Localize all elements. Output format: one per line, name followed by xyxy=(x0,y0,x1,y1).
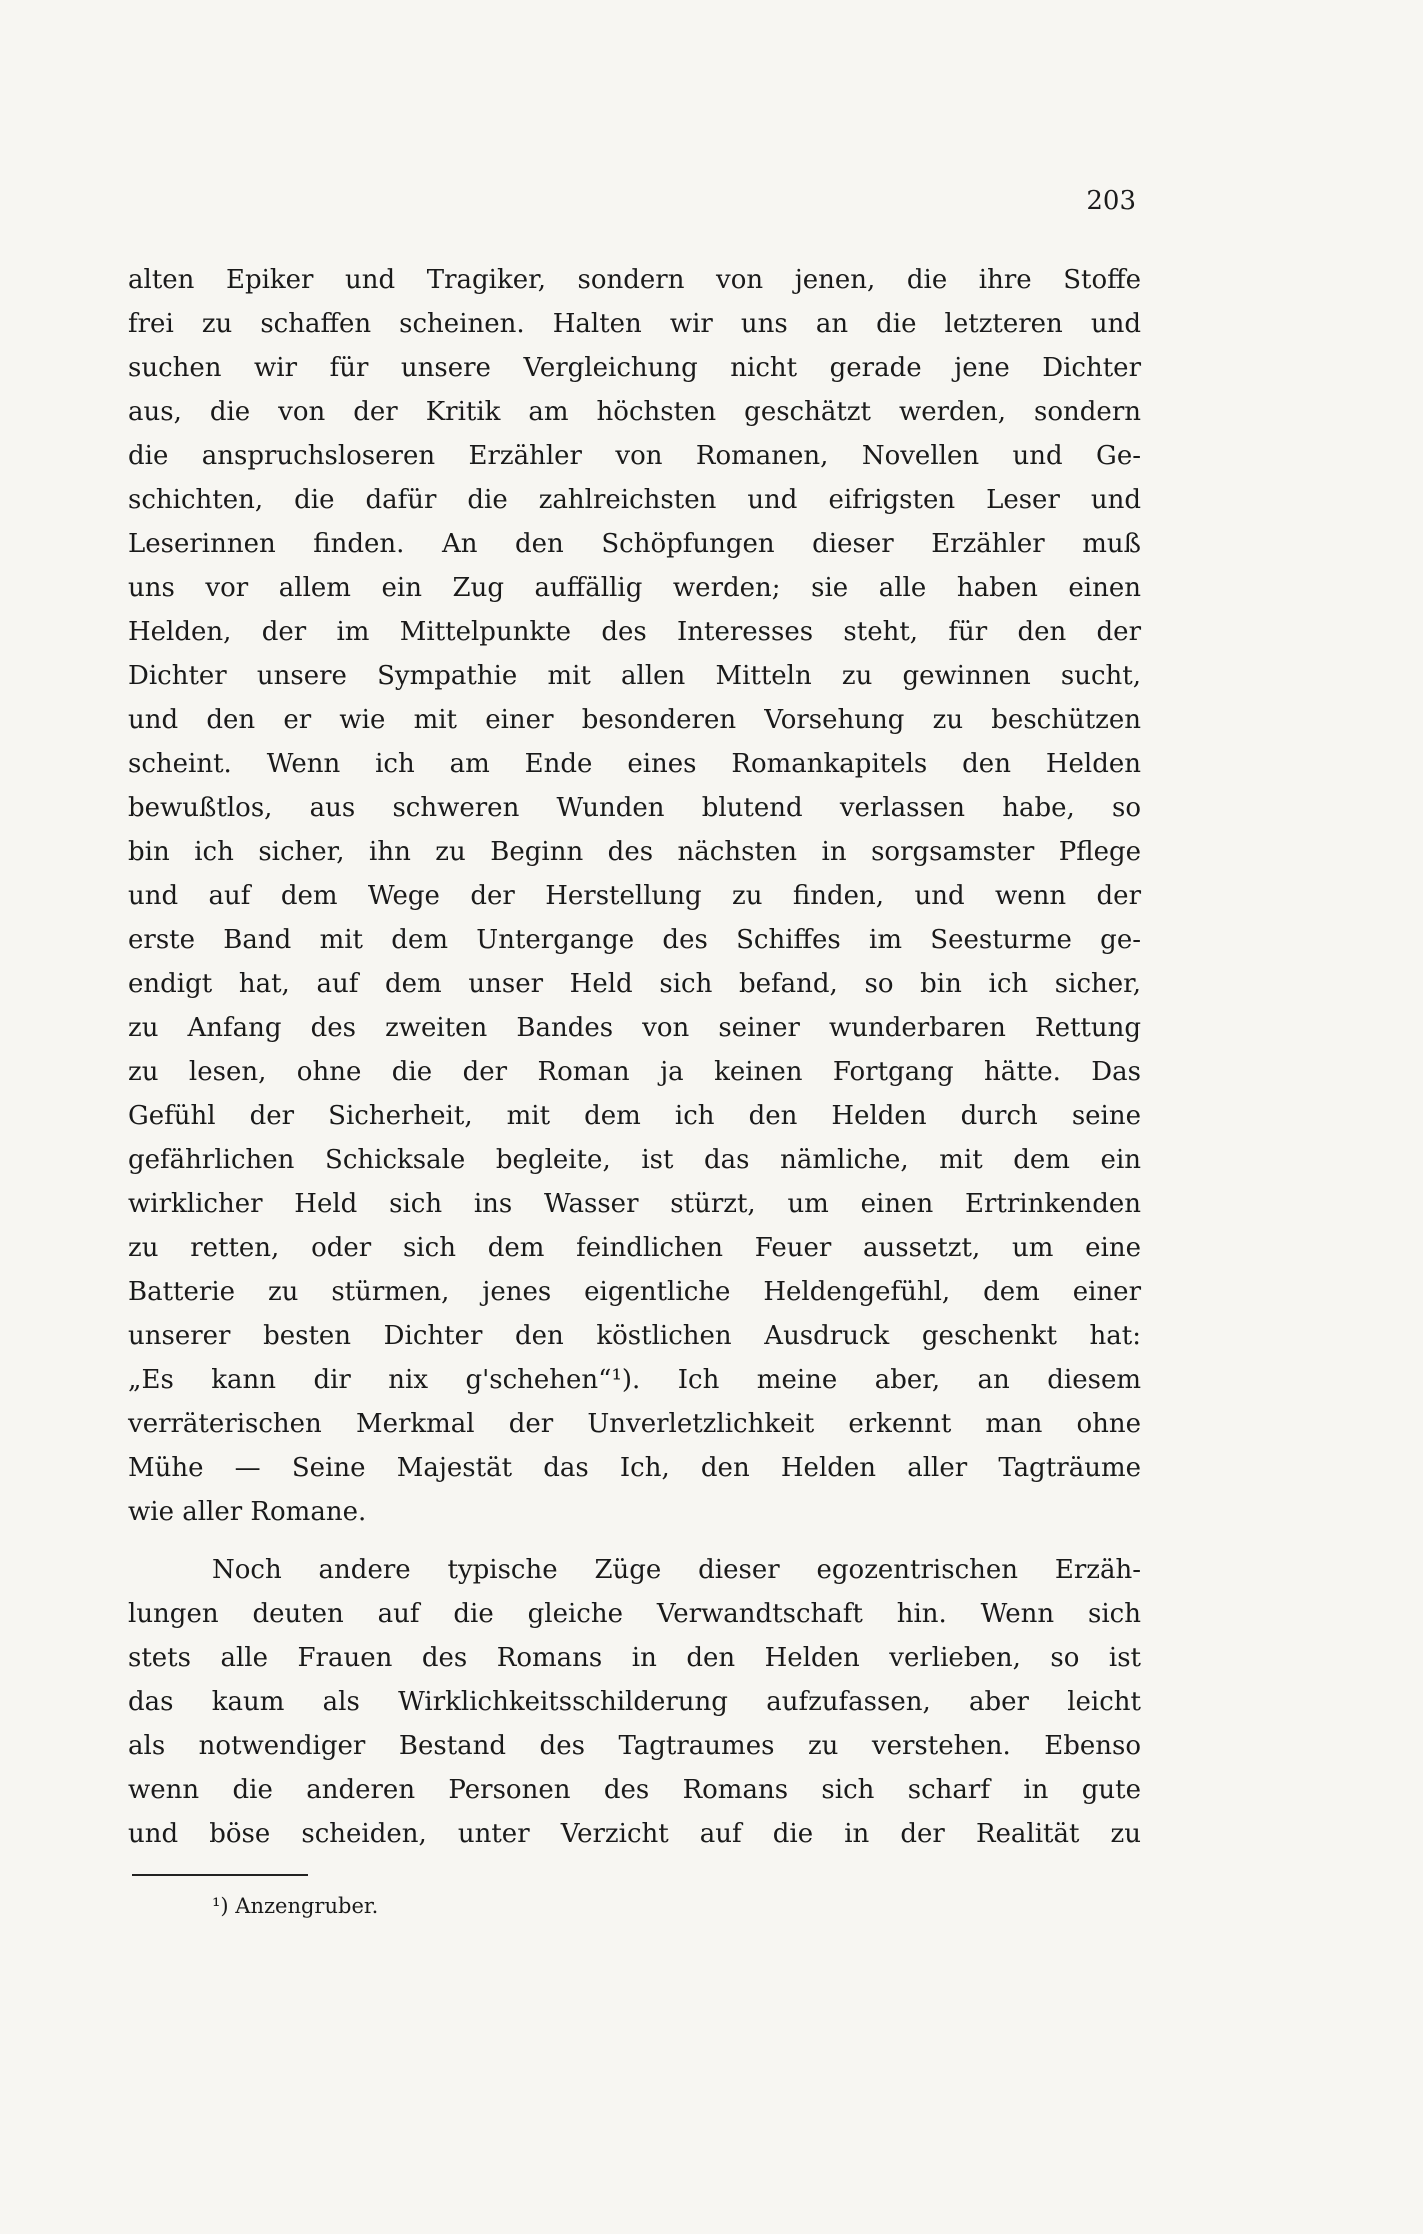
text-line: als notwendiger Bestand des Tagtraumes zu verstehen. Ebenso xyxy=(128,1731,1141,1761)
text-line: wenn die anderen Personen des Romans sich scharf in gute xyxy=(128,1775,1141,1805)
text-line: alten Epiker und Tragiker, sondern von jenen, die ihre Stoffe xyxy=(128,265,1141,295)
text-line: aus, die von der Kritik am höchsten geschätzt werden, sondern xyxy=(128,397,1141,427)
text-line: unserer besten Dichter den köstlichen Ausdruck geschenkt hat: xyxy=(128,1321,1141,1351)
text-line: schichten, die dafür die zahlreichsten und eifrigsten Leser und xyxy=(128,485,1141,515)
text-line: und den er wie mit einer besonderen Vorsehung zu beschützen xyxy=(128,705,1141,735)
page-number: 203 xyxy=(1086,186,1136,216)
text-line: lungen deuten auf die gleiche Verwandtschaft hin. Wenn sich xyxy=(128,1599,1141,1629)
text-line: und böse scheiden, unter Verzicht auf die in der Realität zu xyxy=(128,1819,1141,1849)
paragraph xyxy=(128,258,1141,1534)
text-line: die anspruchsloseren Erzähler von Romanen, Novellen und Ge- xyxy=(128,441,1141,471)
paragraph xyxy=(128,1548,1141,1856)
footnote-divider xyxy=(132,1874,308,1876)
text-line: gefährlichen Schicksale begleite, ist das nämliche, mit dem ein xyxy=(128,1145,1141,1175)
text-line: verräterischen Merkmal der Unverletzlichkeit erkennt man ohne xyxy=(128,1409,1141,1439)
text-line: suchen wir für unsere Vergleichung nicht gerade jene Dichter xyxy=(128,353,1141,383)
text-line: Gefühl der Sicherheit, mit dem ich den Helden durch seine xyxy=(128,1101,1141,1131)
text-line: zu lesen, ohne die der Roman ja keinen Fortgang hätte. Das xyxy=(128,1057,1141,1087)
text-line: Helden, der im Mittelpunkte des Interesses steht, für den der xyxy=(128,617,1141,647)
text-line: Mühe — Seine Majestät das Ich, den Helden aller Tagträume xyxy=(128,1453,1141,1483)
text-line: bewußtlos, aus schweren Wunden blutend verlassen habe, so xyxy=(128,793,1141,823)
text-line: und auf dem Wege der Herstellung zu finden, und wenn der xyxy=(128,881,1141,911)
text-line: endigt hat, auf dem unser Held sich befand, so bin ich sicher, xyxy=(128,969,1141,999)
text-line: wie aller Romane. xyxy=(128,1497,367,1527)
text-line: erste Band mit dem Untergange des Schiffes im Seesturme ge- xyxy=(128,925,1141,955)
text-line: das kaum als Wirklichkeitsschilderung aufzufassen, aber leicht xyxy=(128,1687,1141,1717)
text-line: Leserinnen finden. An den Schöpfungen dieser Erzähler muß xyxy=(128,529,1141,559)
body-text xyxy=(128,258,1141,1856)
text-line: stets alle Frauen des Romans in den Helden verlieben, so ist xyxy=(128,1643,1141,1673)
text-line: scheint. Wenn ich am Ende eines Romankapitels den Helden xyxy=(128,749,1141,779)
text-line: zu Anfang des zweiten Bandes von seiner wunderbaren Rettung xyxy=(128,1013,1141,1043)
text-line: bin ich sicher, ihn zu Beginn des nächsten in sorgsamster Pflege xyxy=(128,837,1141,867)
text-line: zu retten, oder sich dem feindlichen Feuer aussetzt, um eine xyxy=(128,1233,1141,1263)
text-line: frei zu schaffen scheinen. Halten wir uns an die letzteren und xyxy=(128,309,1141,339)
text-line: Batterie zu stürmen, jenes eigentliche Heldengefühl, dem einer xyxy=(128,1277,1141,1307)
text-line: wirklicher Held sich ins Wasser stürzt, um einen Ertrinkenden xyxy=(128,1189,1141,1219)
text-line: uns vor allem ein Zug auffällig werden; sie alle haben einen xyxy=(128,573,1141,603)
footnote: ¹) Anzengruber. xyxy=(212,1894,379,1918)
text-line: Noch andere typische Züge dieser egozentrischen Erzäh- xyxy=(212,1555,1141,1585)
paragraph-gap xyxy=(128,1534,1141,1548)
text-line: „Es kann dir nix g'schehen“¹). Ich meine aber, an diesem xyxy=(128,1365,1141,1395)
text-line: Dichter unsere Sympathie mit allen Mitteln zu gewinnen sucht, xyxy=(128,661,1141,691)
